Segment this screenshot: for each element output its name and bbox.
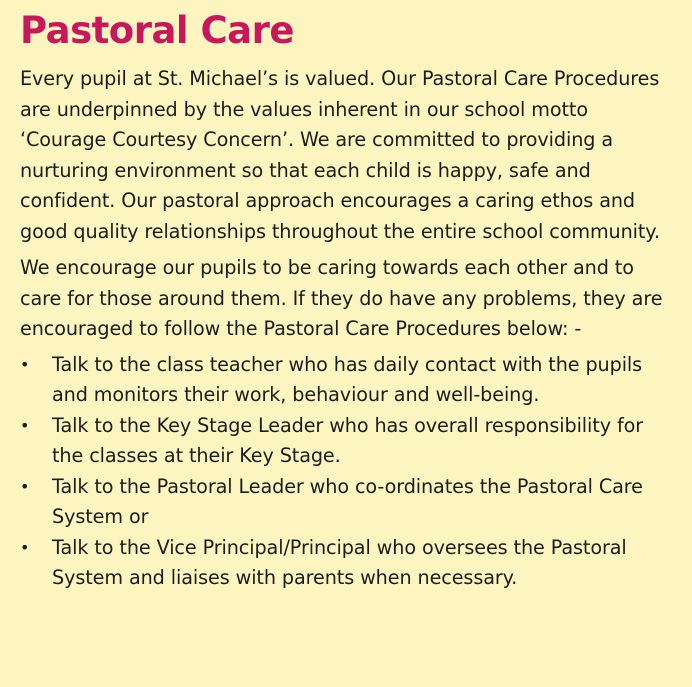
page-title: Pastoral Care	[20, 9, 294, 52]
list-item	[20, 411, 680, 472]
list-item-text: Talk to the Vice Principal/Principal who oversees the Pastoral System and liaises with parents when necessary.	[52, 535, 627, 589]
list-item-text: Talk to the Key Stage Leader who has overall responsibility for the classes at their Key Stage.	[52, 413, 644, 467]
list-item	[20, 350, 680, 411]
bullet-icon: •	[20, 354, 30, 374]
list-item-text: Talk to the Pastoral Leader who co-ordinates the Pastoral Care System or	[52, 474, 643, 528]
list-item-text: Talk to the class teacher who has daily contact with the pupils and monitors their work, behaviour and well-being.	[52, 352, 643, 406]
procedures-paragraph: We encourage our pupils to be caring towards each other and to care for those around them. If they do have any problems, they are encouraged to follow the Pastoral Care Procedures below: -	[20, 256, 663, 340]
bullet-icon: •	[20, 537, 30, 557]
bullet-icon: •	[20, 415, 30, 435]
list-item	[20, 533, 680, 594]
procedures-list	[20, 350, 680, 594]
list-item	[20, 472, 680, 533]
bullet-icon: •	[20, 476, 30, 496]
intro-paragraph: Every pupil at St. Michael’s is valued. Our Pastoral Care Procedures are underpinned by the values inherent in our school motto ‘Courage Courtesy Concern’. We are committed to providing a nurturing environment so that each child is happy, safe and confident. Our pastoral approach encourages a caring ethos and good quality relationships throughout the entire school community.	[20, 67, 660, 243]
